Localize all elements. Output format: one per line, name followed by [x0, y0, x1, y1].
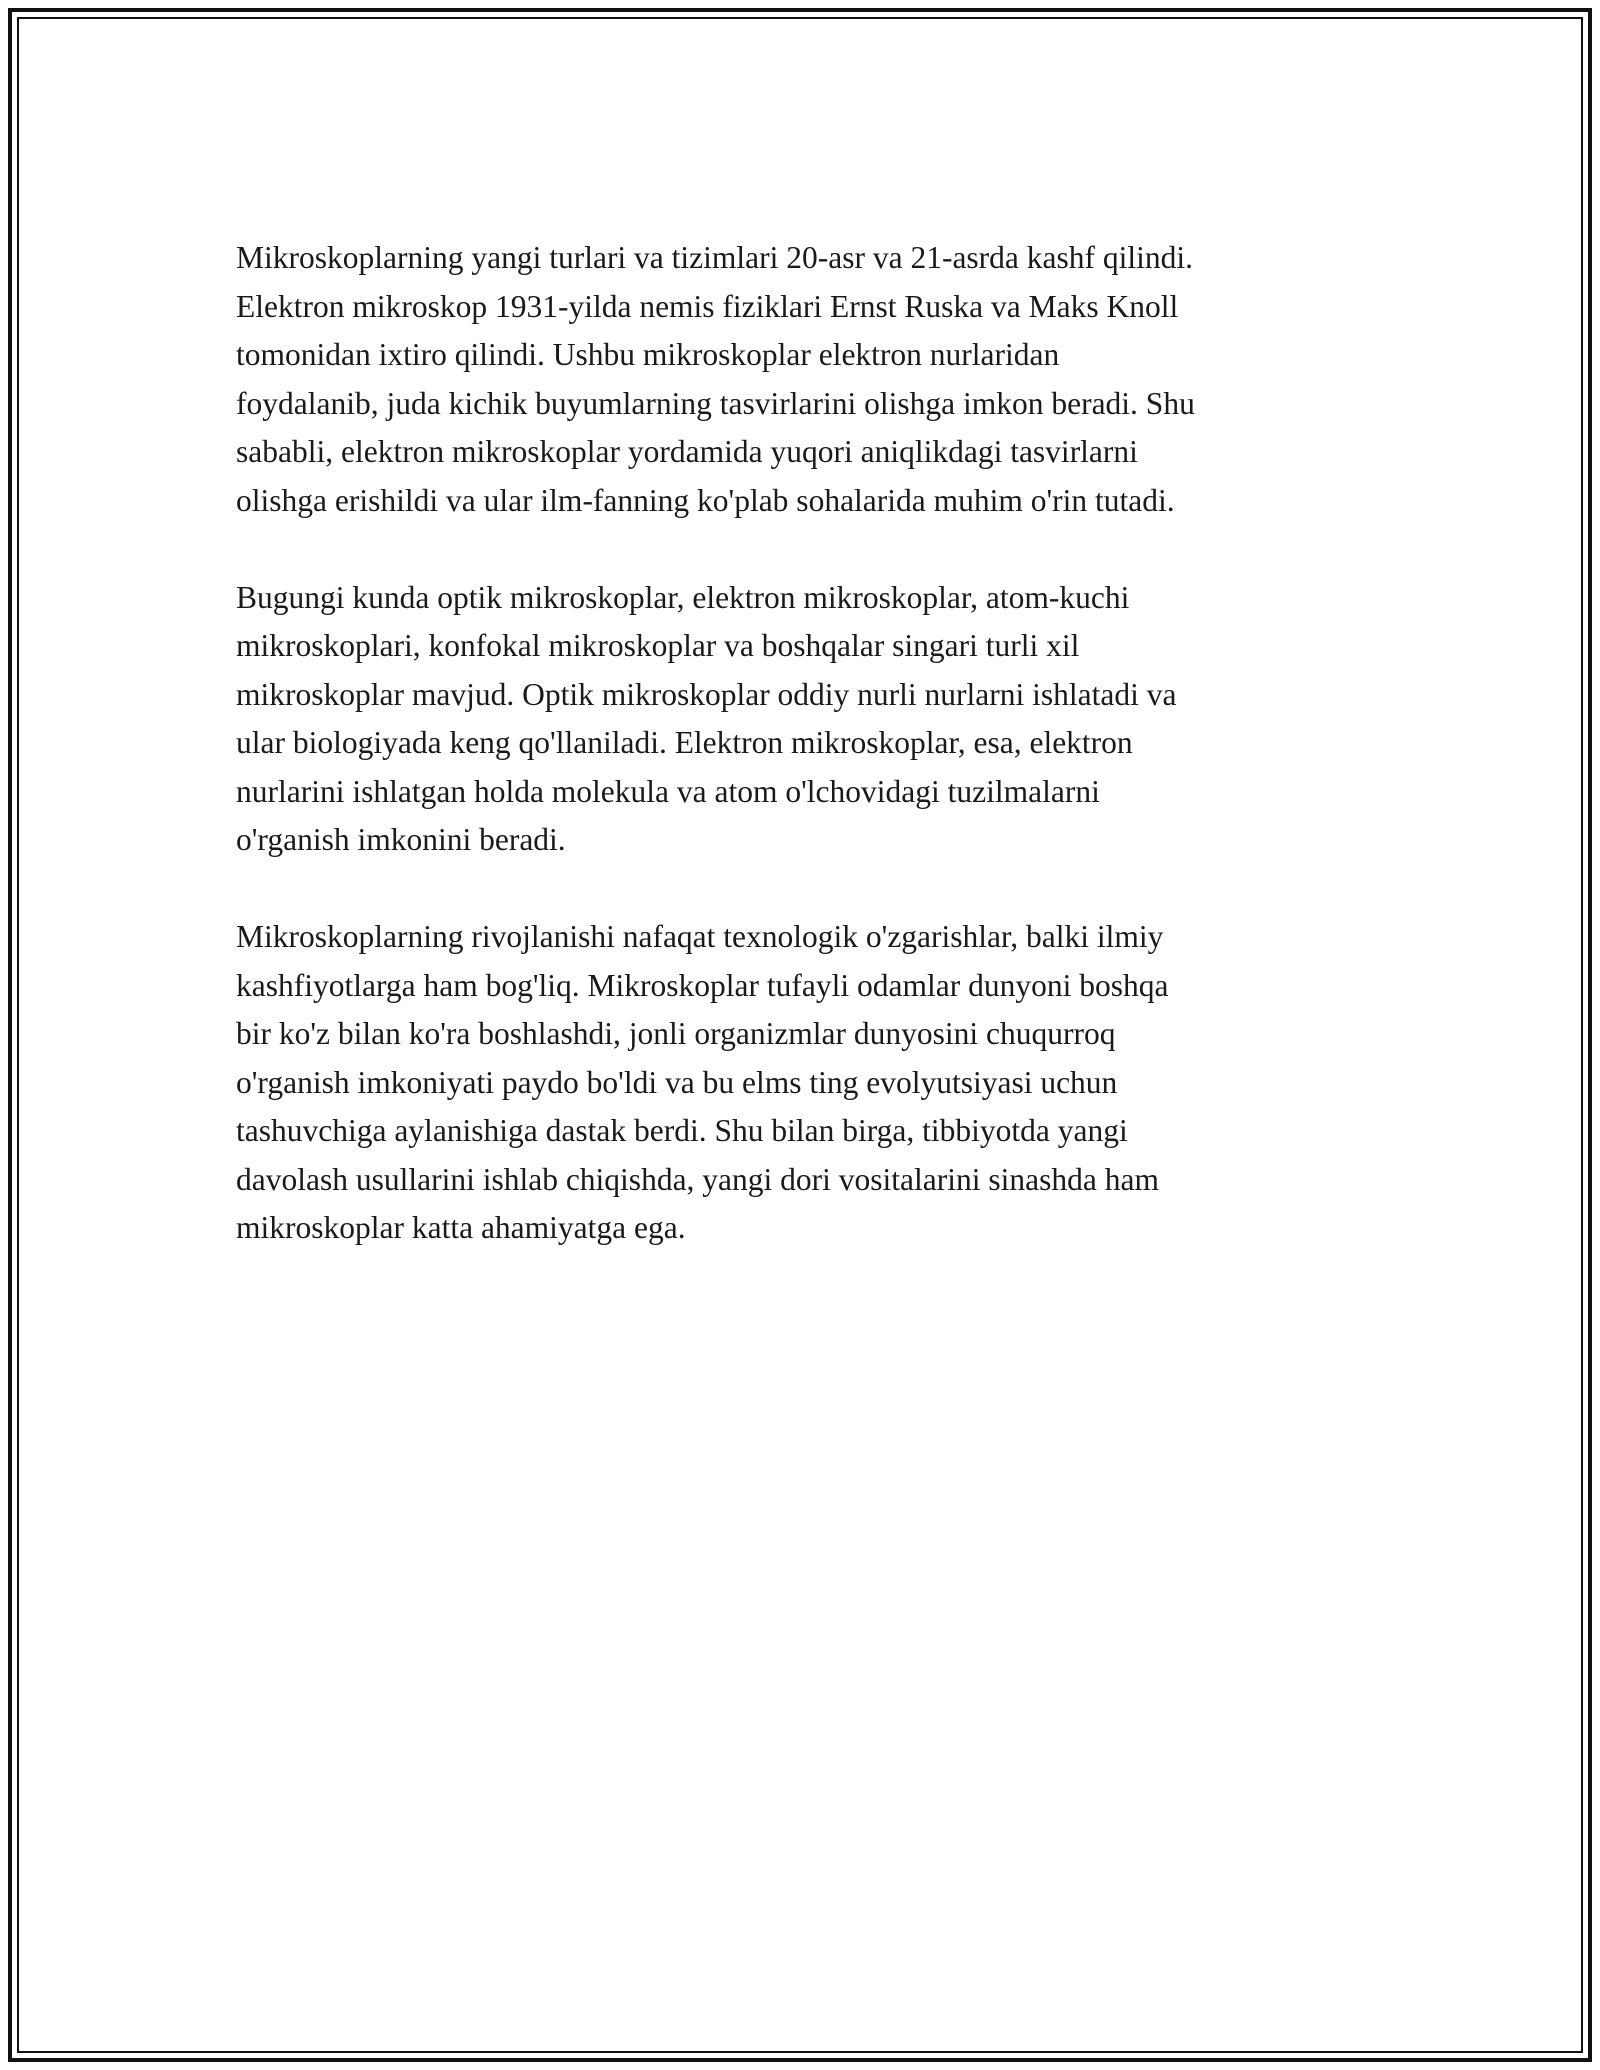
paragraph-line: ular biologiyada keng qo'llaniladi. Elektron mikroskoplar, esa, elektron	[236, 725, 1133, 760]
paragraph-line: Mikroskoplarning yangi turlari va tizimlari 20-asr va 21-asrda kashf qilindi.	[236, 240, 1194, 275]
paragraph-line: foydalanib, juda kichik buyumlarning tasvirlarini olishga imkon beradi. Shu	[236, 385, 1195, 421]
document-body	[236, 234, 1364, 1301]
paragraph-3	[236, 913, 1364, 1253]
paragraph-line: Bugungi kunda optik mikroskoplar, elektron mikroskoplar, atom-kuchi	[236, 579, 1130, 615]
paragraph-line: nurlarini ishlatgan holda molekula va atom o'lchovidagi tuzilmalarni	[236, 773, 1100, 809]
paragraph-line: mikroskoplari, konfokal mikroskoplar va boshqalar singari turli xil	[236, 628, 1080, 663]
paragraph-line: o'rganish imkonini beradi.	[236, 822, 566, 857]
paragraph-2	[236, 574, 1364, 865]
paragraph-1	[236, 234, 1364, 525]
paragraph-line: kashfiyotlarga ham bog'liq. Mikroskoplar tufayli odamlar dunyoni boshqa	[236, 967, 1169, 1003]
paragraph-line: tomonidan ixtiro qilindi. Ushbu mikroskoplar elektron nurlaridan	[236, 337, 1060, 372]
paragraph-line: mikroskoplar mavjud. Optik mikroskoplar oddiy nurli nurlarni ishlatadi va	[236, 676, 1177, 712]
paragraph-line: davolash usullarini ishlab chiqishda, yangi dori vositalarini sinashda ham	[236, 1161, 1159, 1197]
paragraph-line: bir ko'z bilan ko'ra boshlashdi, jonli organizmlar dunyosini chuqurroq	[236, 1016, 1116, 1051]
paragraph-line: tashuvchiga aylanishiga dastak berdi. Shu bilan birga, tibbiyotda yangi	[236, 1113, 1128, 1148]
paragraph-line: Elektron mikroskop 1931-yilda nemis fiziklari Ernst Ruska va Maks Knoll	[236, 288, 1179, 324]
paragraph-line: mikroskoplar katta ahamiyatga ega.	[236, 1210, 686, 1245]
paragraph-line: olishga erishildi va ular ilm-fanning ko'plab sohalarida muhim o'rin tutadi.	[236, 482, 1175, 518]
paragraph-line: Mikroskoplarning rivojlanishi nafaqat texnologik o'zgarishlar, balki ilmiy	[236, 919, 1164, 954]
paragraph-line: o'rganish imkoniyati paydo bo'ldi va bu elms ting evolyutsiyasi uchun	[236, 1064, 1118, 1100]
paragraph-line: sababli, elektron mikroskoplar yordamida yuqori aniqlikdagi tasvirlarni	[236, 434, 1138, 469]
